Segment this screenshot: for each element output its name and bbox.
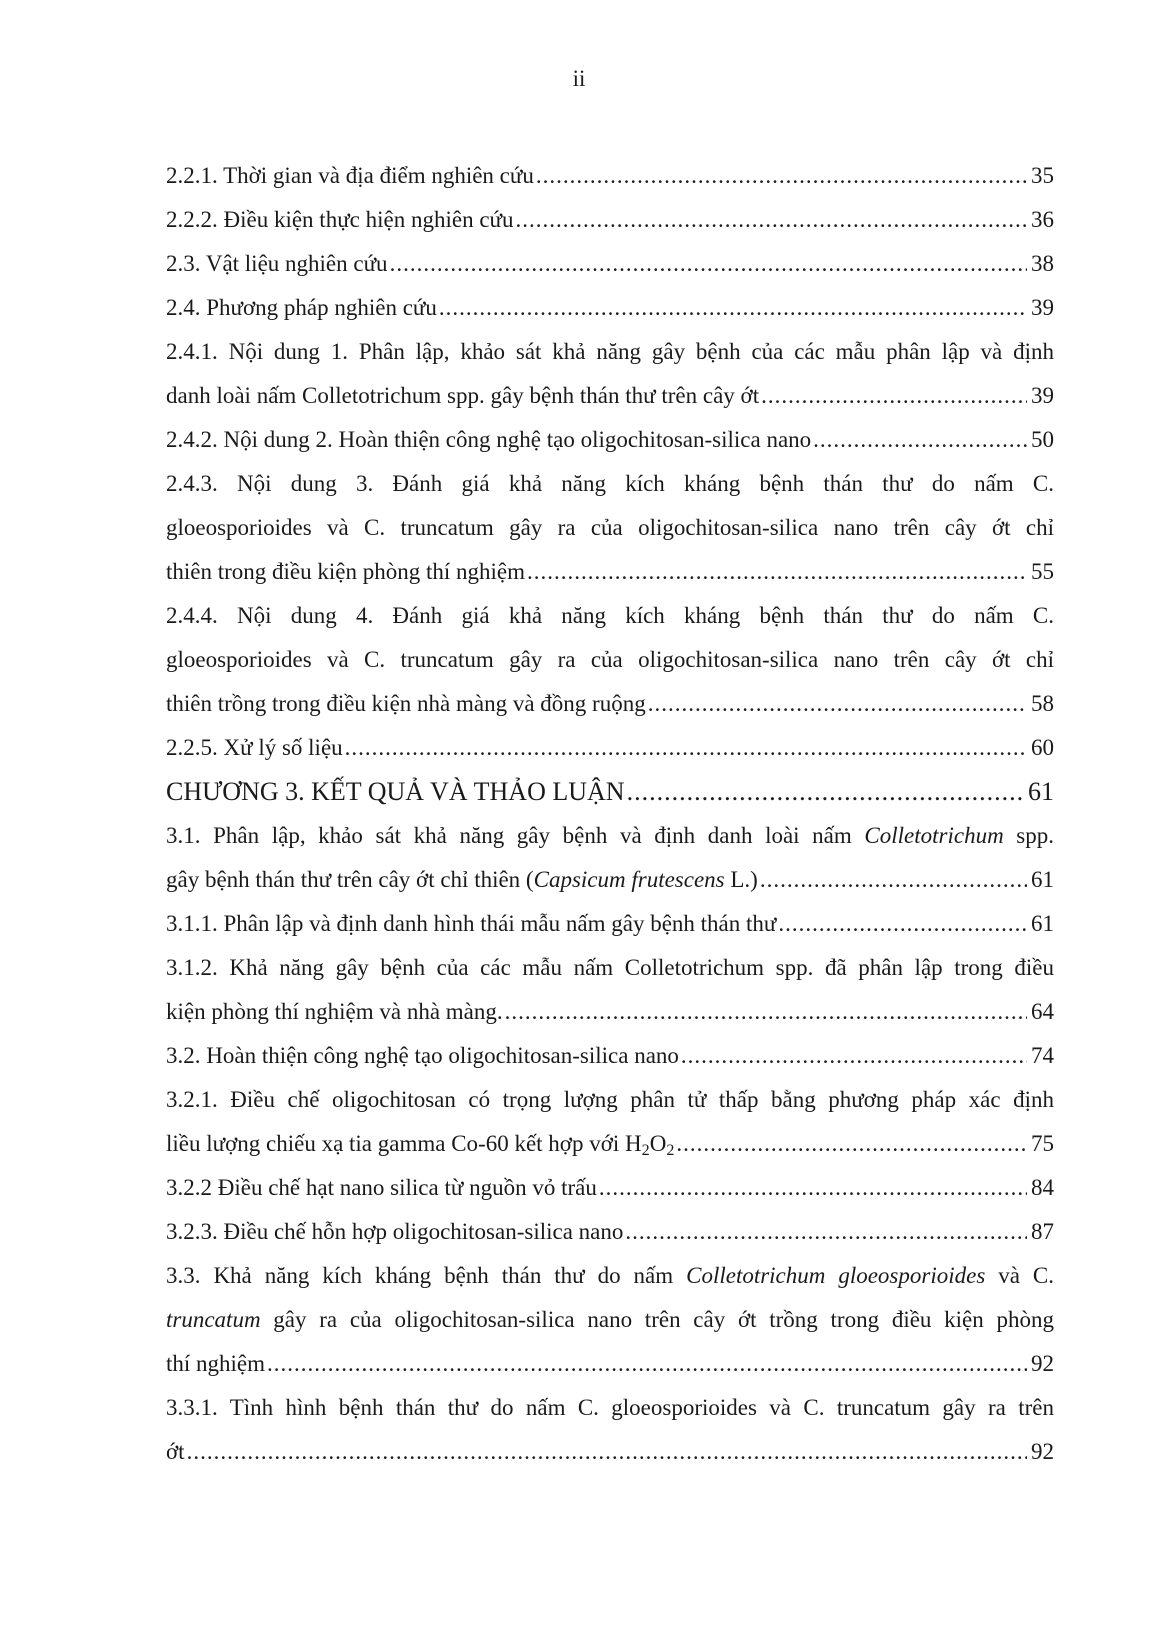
toc-entry-title: kiện phòng thí nghiệm và nhà màng. <box>166 999 503 1024</box>
dot-leader <box>760 858 1027 902</box>
dot-leader <box>813 418 1027 462</box>
toc-page-number: 58 <box>1031 691 1054 716</box>
dot-leader <box>516 198 1028 242</box>
toc-page-number: 38 <box>1031 251 1054 276</box>
toc-text: và C. <box>985 1263 1054 1288</box>
toc-page-number: 55 <box>1031 559 1054 584</box>
toc-entry-title: 2.2.2. Điều kiện thực hiện nghiên cứu <box>166 207 514 232</box>
toc-entry-line <box>166 1298 1054 1342</box>
toc-entry-title <box>166 858 758 902</box>
toc-entry-line <box>166 1254 1054 1298</box>
toc-entry-last-line <box>166 550 1054 594</box>
toc-entry-last-line <box>166 1430 1054 1474</box>
toc-entry[interactable] <box>166 286 1054 330</box>
toc-page-number: 61 <box>1028 777 1054 806</box>
toc-entry[interactable] <box>166 1034 1054 1078</box>
toc-entry-line: 2.4.1. Nội dung 1. Phân lập, khảo sát khả năng gây bệnh của các mẫu phân lập và định <box>166 339 1054 364</box>
subscript: 2 <box>641 1142 650 1160</box>
toc-text: O <box>649 1131 667 1156</box>
toc-entry-last-line <box>166 682 1054 726</box>
toc-entry-line <box>166 814 1054 858</box>
toc-entry[interactable] <box>166 418 1054 462</box>
toc-entry[interactable] <box>166 814 1054 902</box>
toc-entry-line: gloeosporioides và C. truncatum gây ra của oligochitosan-silica nano trên cây ớt chỉ <box>166 647 1054 672</box>
dot-leader <box>536 154 1027 198</box>
toc-entry[interactable] <box>166 330 1054 418</box>
toc-entry-last-line <box>166 1122 1054 1166</box>
toc-italic-text: Capsicum frutescens <box>533 867 725 892</box>
toc-text: 3.3. Khả năng kích kháng bệnh thán thư do nấm <box>166 1263 687 1288</box>
toc-entry-title: 3.1.1. Phân lập và định danh hình thái mẫu nấm gây bệnh thán thư <box>166 911 777 936</box>
toc-entry-title: 3.2. Hoàn thiện công nghệ tạo oligochitosan-silica nano <box>166 1043 679 1068</box>
toc-entry-title: thí nghiệm <box>166 1351 266 1376</box>
toc-entry[interactable] <box>166 1078 1054 1166</box>
toc-entry-line: 3.2.1. Điều chế oligochitosan có trọng lượng phân tử thấp bằng phương pháp xác định <box>166 1087 1054 1112</box>
dot-leader <box>627 770 1024 814</box>
dot-leader <box>439 286 1027 330</box>
toc-page-number: 61 <box>1031 911 1054 936</box>
toc-entry-title: ớt <box>166 1439 185 1464</box>
toc-entry-last-line <box>166 1342 1054 1386</box>
dot-leader <box>187 1430 1027 1474</box>
toc-entry-title <box>166 1122 674 1166</box>
toc-entry[interactable] <box>166 198 1054 242</box>
toc-italic-text: truncatum <box>166 1307 261 1332</box>
toc-text: gây bệnh thán thư trên cây ớt chỉ thiên ( <box>166 867 534 892</box>
dot-leader <box>599 1166 1027 1210</box>
toc-entry-line: gloeosporioides và C. truncatum gây ra của oligochitosan-silica nano trên cây ớt chỉ <box>166 515 1054 540</box>
subscript: 2 <box>666 1142 675 1160</box>
toc-entry[interactable] <box>166 1210 1054 1254</box>
dot-leader <box>778 902 1027 946</box>
dot-leader <box>505 990 1027 1034</box>
toc-page-number: 50 <box>1031 427 1054 452</box>
toc-entry-line: 2.4.4. Nội dung 4. Đánh giá khả năng kích kháng bệnh thán thư do nấm C. <box>166 603 1054 628</box>
toc-entry-line: 3.1.2. Khả năng gây bệnh của các mẫu nấm Colletotrichum spp. đã phân lập trong điều <box>166 955 1054 980</box>
page-number: ii <box>572 66 586 91</box>
toc-page-number: 61 <box>1031 867 1054 892</box>
toc-entry-last-line <box>166 374 1054 418</box>
toc-entry-title: danh loài nấm Colletotrichum spp. gây bệnh thán thư trên cây ớt <box>166 383 760 408</box>
toc-text: spp. <box>1003 823 1054 848</box>
dot-leader <box>648 682 1027 726</box>
toc-page-number: 39 <box>1031 383 1054 408</box>
dot-leader <box>676 1122 1027 1166</box>
toc-page-number: 39 <box>1031 295 1054 320</box>
toc-text: gây ra của oligochitosan-silica nano trên cây ớt trồng trong điều kiện phòng <box>260 1307 1054 1332</box>
toc-page-number: 92 <box>1031 1439 1054 1464</box>
toc-entry-line: 2.4.3. Nội dung 3. Đánh giá khả năng kích kháng bệnh thán thư do nấm C. <box>166 471 1054 496</box>
toc-entry[interactable] <box>166 1166 1054 1210</box>
toc-italic-text: Colletotrichum <box>864 823 1004 848</box>
dot-leader <box>345 726 1027 770</box>
toc-entry-line: 3.3.1. Tình hình bệnh thán thư do nấm C. gloeosporioides và C. truncatum gây ra trên <box>166 1395 1054 1420</box>
dot-leader <box>390 242 1027 286</box>
toc-page-number: 84 <box>1031 1175 1054 1200</box>
toc-entry[interactable] <box>166 594 1054 726</box>
toc-entry-title: 3.2.3. Điều chế hỗn hợp oligochitosan-silica nano <box>166 1219 624 1244</box>
dot-leader <box>761 374 1027 418</box>
toc-entry-title: 2.2.5. Xử lý số liệu <box>166 735 343 760</box>
toc-entry-title: 2.4.2. Nội dung 2. Hoàn thiện công nghệ tạo oligochitosan-silica nano <box>166 427 812 452</box>
toc-text: liều lượng chiếu xạ tia gamma Co-60 kết hợp với H <box>166 1131 642 1156</box>
toc-text: 3.1. Phân lập, khảo sát khả năng gây bệnh và định danh loài nấm <box>166 823 865 848</box>
dot-leader <box>681 1034 1027 1078</box>
toc-entry-title: thiên trồng trong điều kiện nhà màng và đồng ruộng <box>166 691 646 716</box>
toc-chapter-title: CHƯƠNG 3. KẾT QUẢ VÀ THẢO LUẬN <box>166 777 625 806</box>
toc-entry-title: thiên trong điều kiện phòng thí nghiệm <box>166 559 526 584</box>
toc-chapter-entry[interactable] <box>166 770 1054 814</box>
toc-entry-title: 2.4. Phương pháp nghiên cứu <box>166 295 437 320</box>
dot-leader <box>267 1342 1027 1386</box>
toc-entry-last-line <box>166 990 1054 1034</box>
toc-text: L.) <box>724 867 758 892</box>
toc-page-number: 36 <box>1031 207 1054 232</box>
toc-entry[interactable] <box>166 154 1054 198</box>
toc-page-number: 87 <box>1031 1219 1054 1244</box>
toc-entry[interactable] <box>166 902 1054 946</box>
toc-entry-title: 3.2.2 Điều chế hạt nano silica từ nguồn vỏ trấu <box>166 1175 597 1200</box>
toc-italic-text: Colletotrichum gloeosporioides <box>686 1263 986 1288</box>
toc-entry[interactable] <box>166 946 1054 1034</box>
toc-page-number: 74 <box>1031 1043 1054 1068</box>
toc-entry[interactable] <box>166 726 1054 770</box>
toc-page-number: 92 <box>1031 1351 1054 1376</box>
toc-page-number: 75 <box>1031 1131 1054 1156</box>
toc-entry-title: 2.2.1. Thời gian và địa điểm nghiên cứu <box>166 163 534 188</box>
toc-page-number: 64 <box>1031 999 1054 1024</box>
toc-entry[interactable] <box>166 1386 1054 1474</box>
toc-entry-last-line <box>166 858 1054 902</box>
dot-leader <box>527 550 1027 594</box>
dot-leader <box>625 1210 1027 1254</box>
toc-entry[interactable] <box>166 462 1054 594</box>
toc-page-number: 60 <box>1031 735 1054 760</box>
toc-page-number: 35 <box>1031 163 1054 188</box>
toc-entry[interactable] <box>166 1254 1054 1386</box>
toc-entry[interactable] <box>166 242 1054 286</box>
table-of-contents <box>166 154 1054 1474</box>
toc-entry-title: 2.3. Vật liệu nghiên cứu <box>166 251 388 276</box>
